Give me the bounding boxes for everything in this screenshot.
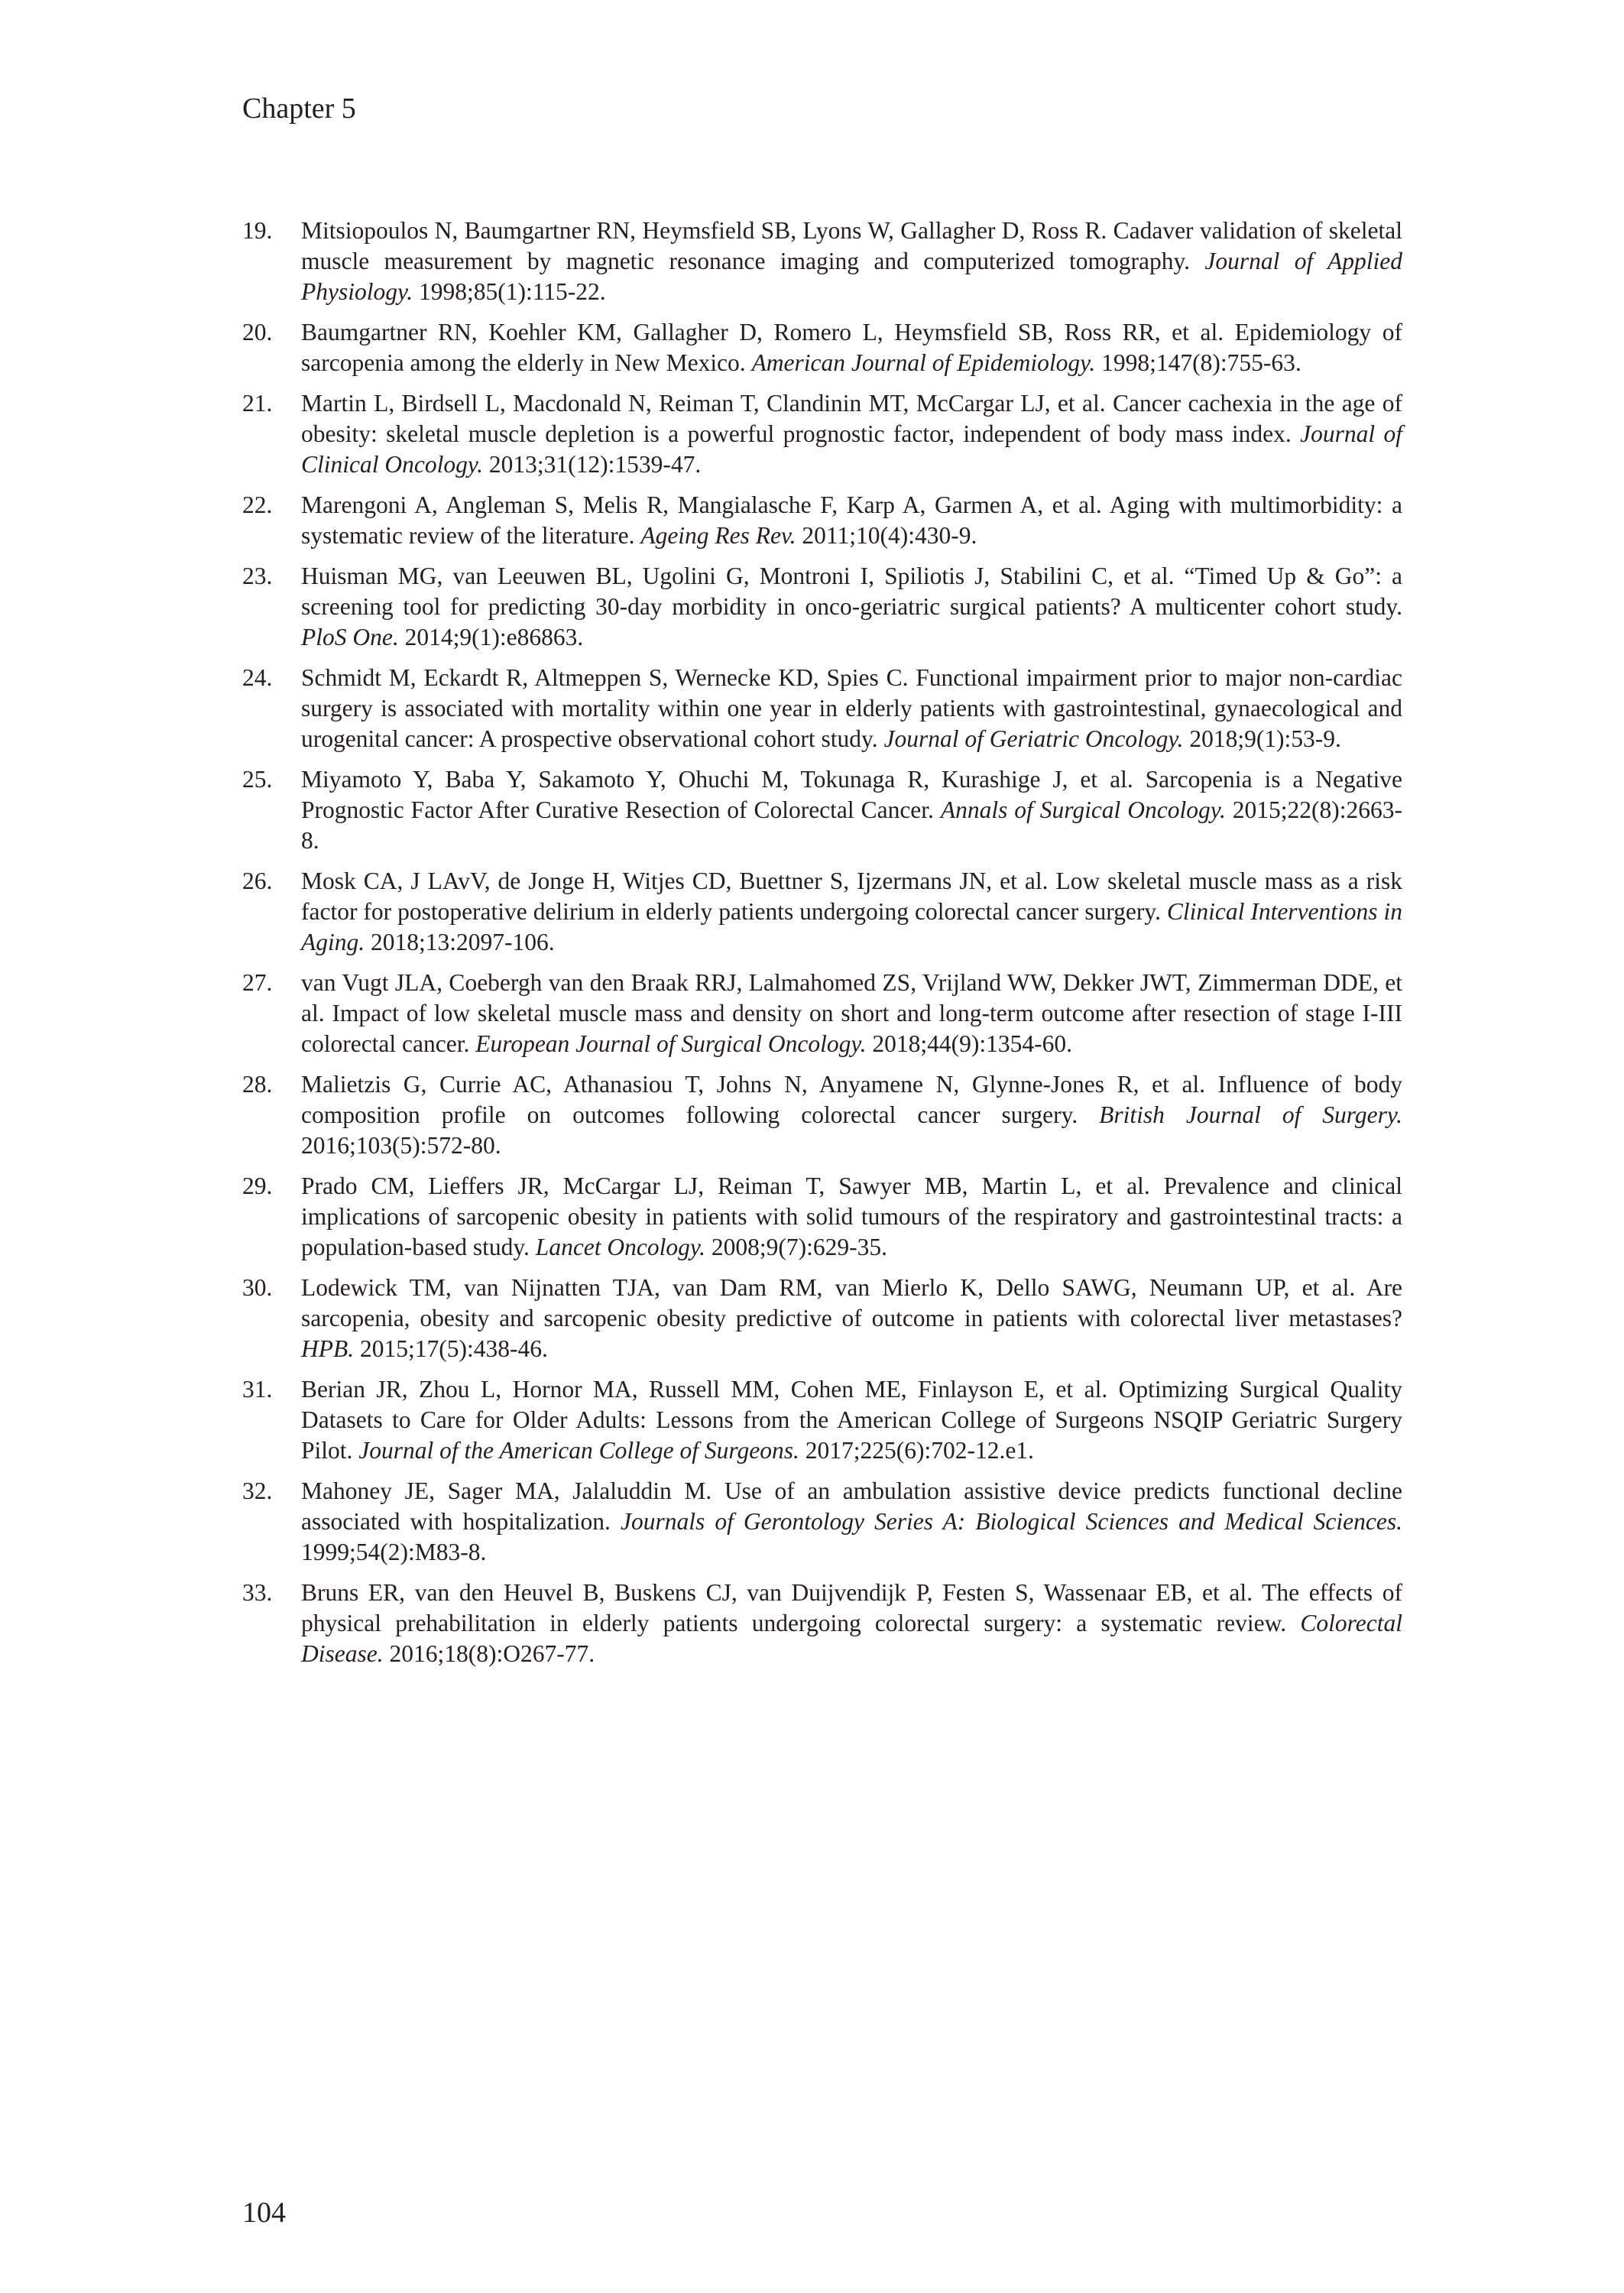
reference-text: Baumgartner RN, Koehler KM, Gallagher D, Romero L, Heymsfield SB, Ross RR, et al. Epidemiology of sarcopenia among the elderly in New Mexico. [301, 319, 1402, 376]
reference-details: 2013;31(12):1539-47. [482, 451, 702, 478]
reference-journal: British Journal of Surgery. [1099, 1101, 1402, 1128]
reference-number: 32. [242, 1477, 273, 1504]
reference-details: 1999;54(2):M83-8. [301, 1539, 487, 1565]
reference-details: 2011;10(4):430-9. [796, 522, 977, 549]
reference-item [242, 1273, 1402, 1364]
reference-item [242, 1171, 1402, 1263]
reference-item [242, 663, 1402, 754]
reference-text: Schmidt M, Eckardt R, Altmeppen S, Wernecke KD, Spies C. Functional impairment prior to major non-cardiac surgery is associated with mortality within one year in elderly patients with gastrointestinal, gynaecological and urogenital cancer: A prospective observational cohort study. [301, 664, 1402, 752]
reference-journal: American Journal of Epidemiology. [751, 349, 1096, 376]
reference-details: 1998;85(1):115-22. [413, 278, 606, 305]
reference-number: 24. [242, 664, 273, 691]
reference-number: 19. [242, 217, 273, 244]
reference-text: Martin L, Birdsell L, Macdonald N, Reiman T, Clandinin MT, McCargar LJ, et al. Cancer cachexia in the age of obesity: skeletal muscle depletion is a powerful prognostic factor, independent of body mass index. [301, 390, 1402, 447]
reference-journal: Journal of Clinical Oncology. [301, 420, 1402, 478]
reference-details: 2016;18(8):O267-77. [383, 1640, 595, 1667]
reference-number: 21. [242, 390, 273, 417]
reference-item [242, 1069, 1402, 1161]
reference-item [242, 490, 1402, 551]
reference-number: 33. [242, 1579, 273, 1606]
reference-number: 20. [242, 319, 273, 345]
reference-number: 30. [242, 1274, 273, 1301]
running-header: Chapter 5 [242, 92, 356, 125]
reference-journal: Journal of Applied Physiology. [301, 248, 1402, 305]
reference-item [242, 1374, 1402, 1466]
reference-item [242, 561, 1402, 653]
reference-text: Lodewick TM, van Nijnatten TJA, van Dam RM, van Mierlo K, Dello SAWG, Neumann UP, et al. Are sarcopenia, obesity and sarcopenic obesity predictive of outcome in patients with colorectal liver metastases? [301, 1274, 1402, 1331]
reference-number: 26. [242, 868, 273, 894]
reference-number: 25. [242, 766, 273, 793]
reference-details: 2015;17(5):438-46. [354, 1335, 548, 1362]
reference-item [242, 1476, 1402, 1568]
reference-item [242, 866, 1402, 958]
reference-journal: Annals of Surgical Oncology. [940, 796, 1226, 823]
reference-item [242, 968, 1402, 1059]
reference-text: Marengoni A, Angleman S, Melis R, Mangialasche F, Karp A, Garmen A, et al. Aging with multimorbidity: a systematic review of the literature. [301, 491, 1402, 549]
reference-details: 2018;44(9):1354-60. [866, 1030, 1072, 1057]
reference-text: Malietzis G, Currie AC, Athanasiou T, Johns N, Anyamene N, Glynne-Jones R, et al. Influence of body composition profile on outcomes following colorectal cancer surgery. [301, 1071, 1402, 1128]
reference-number: 22. [242, 491, 273, 518]
reference-journal: PloS One. [301, 624, 399, 650]
reference-text: Bruns ER, van den Heuvel B, Buskens CJ, van Duijvendijk P, Festen S, Wassenaar EB, et al. The effects of physical prehabilitation in elderly patients undergoing colorectal surgery: a systematic review. [301, 1579, 1402, 1636]
reference-text: Mosk CA, J LAvV, de Jonge H, Witjes CD, Buettner S, Ijzermans JN, et al. Low skeletal muscle mass as a risk factor for postoperative delirium in elderly patients undergoing colorectal cancer surgery. [301, 868, 1402, 925]
reference-details: 2018;9(1):53-9. [1183, 725, 1341, 752]
reference-journal: European Journal of Surgical Oncology. [475, 1030, 867, 1057]
reference-number: 29. [242, 1172, 273, 1199]
reference-item [242, 388, 1402, 480]
reference-details: 2008;9(7):629-35. [705, 1234, 887, 1260]
reference-journal: Journal of the American College of Surgeons. [358, 1437, 799, 1464]
reference-journal: Ageing Res Rev. [640, 522, 796, 549]
page-number: 104 [242, 2197, 286, 2229]
reference-text: Berian JR, Zhou L, Hornor MA, Russell MM, Cohen ME, Finlayson E, et al. Optimizing Surgical Quality Datasets to Care for Older Adults: Lessons from the American College of Surgeons NSQIP Geriatric Surgery Pilot. [301, 1376, 1402, 1464]
reference-details: 2014;9(1):e86863. [398, 624, 584, 650]
reference-journal: Colorectal Disease. [301, 1610, 1402, 1667]
reference-details: 1998;147(8):755-63. [1095, 349, 1301, 376]
reference-details: 2016;103(5):572-80. [301, 1132, 501, 1159]
reference-number: 28. [242, 1071, 273, 1098]
reference-item [242, 317, 1402, 378]
reference-journal: Journals of Gerontology Series A: Biological Sciences and Medical Sciences. [621, 1508, 1402, 1535]
reference-text: Miyamoto Y, Baba Y, Sakamoto Y, Ohuchi M, Tokunaga R, Kurashige J, et al. Sarcopenia is a Negative Prognostic Factor After Curative Resection of Colorectal Cancer. [301, 766, 1402, 823]
reference-journal: Clinical Interventions in Aging. [301, 898, 1402, 955]
reference-details: 2015;22(8):2663-8. [301, 796, 1402, 854]
reference-number: 31. [242, 1376, 273, 1403]
reference-journal: HPB. [301, 1335, 355, 1362]
reference-text: Mitsiopoulos N, Baumgartner RN, Heymsfield SB, Lyons W, Gallagher D, Ross R. Cadaver validation of skeletal muscle measurement by magnetic resonance imaging and computerized tomography. [301, 217, 1402, 274]
reference-list [242, 216, 1402, 1679]
reference-text: Huisman MG, van Leeuwen BL, Ugolini G, Montroni I, Spiliotis J, Stabilini C, et al. “Timed Up & Go”: a screening tool for predicting 30-day morbidity in onco-geriatric surgical patients? A multicenter cohort study. [301, 563, 1402, 620]
reference-text: van Vugt JLA, Coebergh van den Braak RRJ, Lalmahomed ZS, Vrijland WW, Dekker JWT, Zimmerman DDE, et al. Impact of low skeletal muscle mass and density on short and long-term outcome after resection of stage I-III colorectal cancer. [301, 969, 1402, 1057]
reference-journal: Journal of Geriatric Oncology. [883, 725, 1184, 752]
reference-text: Mahoney JE, Sager MA, Jalaluddin M. Use of an ambulation assistive device predicts functional decline associated with hospitalization. [301, 1477, 1402, 1535]
reference-details: 2017;225(6):702-12.e1. [799, 1437, 1034, 1464]
reference-text: Prado CM, Lieffers JR, McCargar LJ, Reiman T, Sawyer MB, Martin L, et al. Prevalence and clinical implications of sarcopenic obesity in patients with solid tumours of the respiratory and gastrointestinal tracts: a population-based study. [301, 1172, 1402, 1260]
reference-item [242, 764, 1402, 856]
reference-journal: Lancet Oncology. [535, 1234, 706, 1260]
reference-number: 23. [242, 563, 273, 589]
reference-details: 2018;13:2097-106. [365, 929, 555, 955]
reference-number: 27. [242, 969, 273, 996]
reference-item [242, 1578, 1402, 1669]
reference-item [242, 216, 1402, 307]
